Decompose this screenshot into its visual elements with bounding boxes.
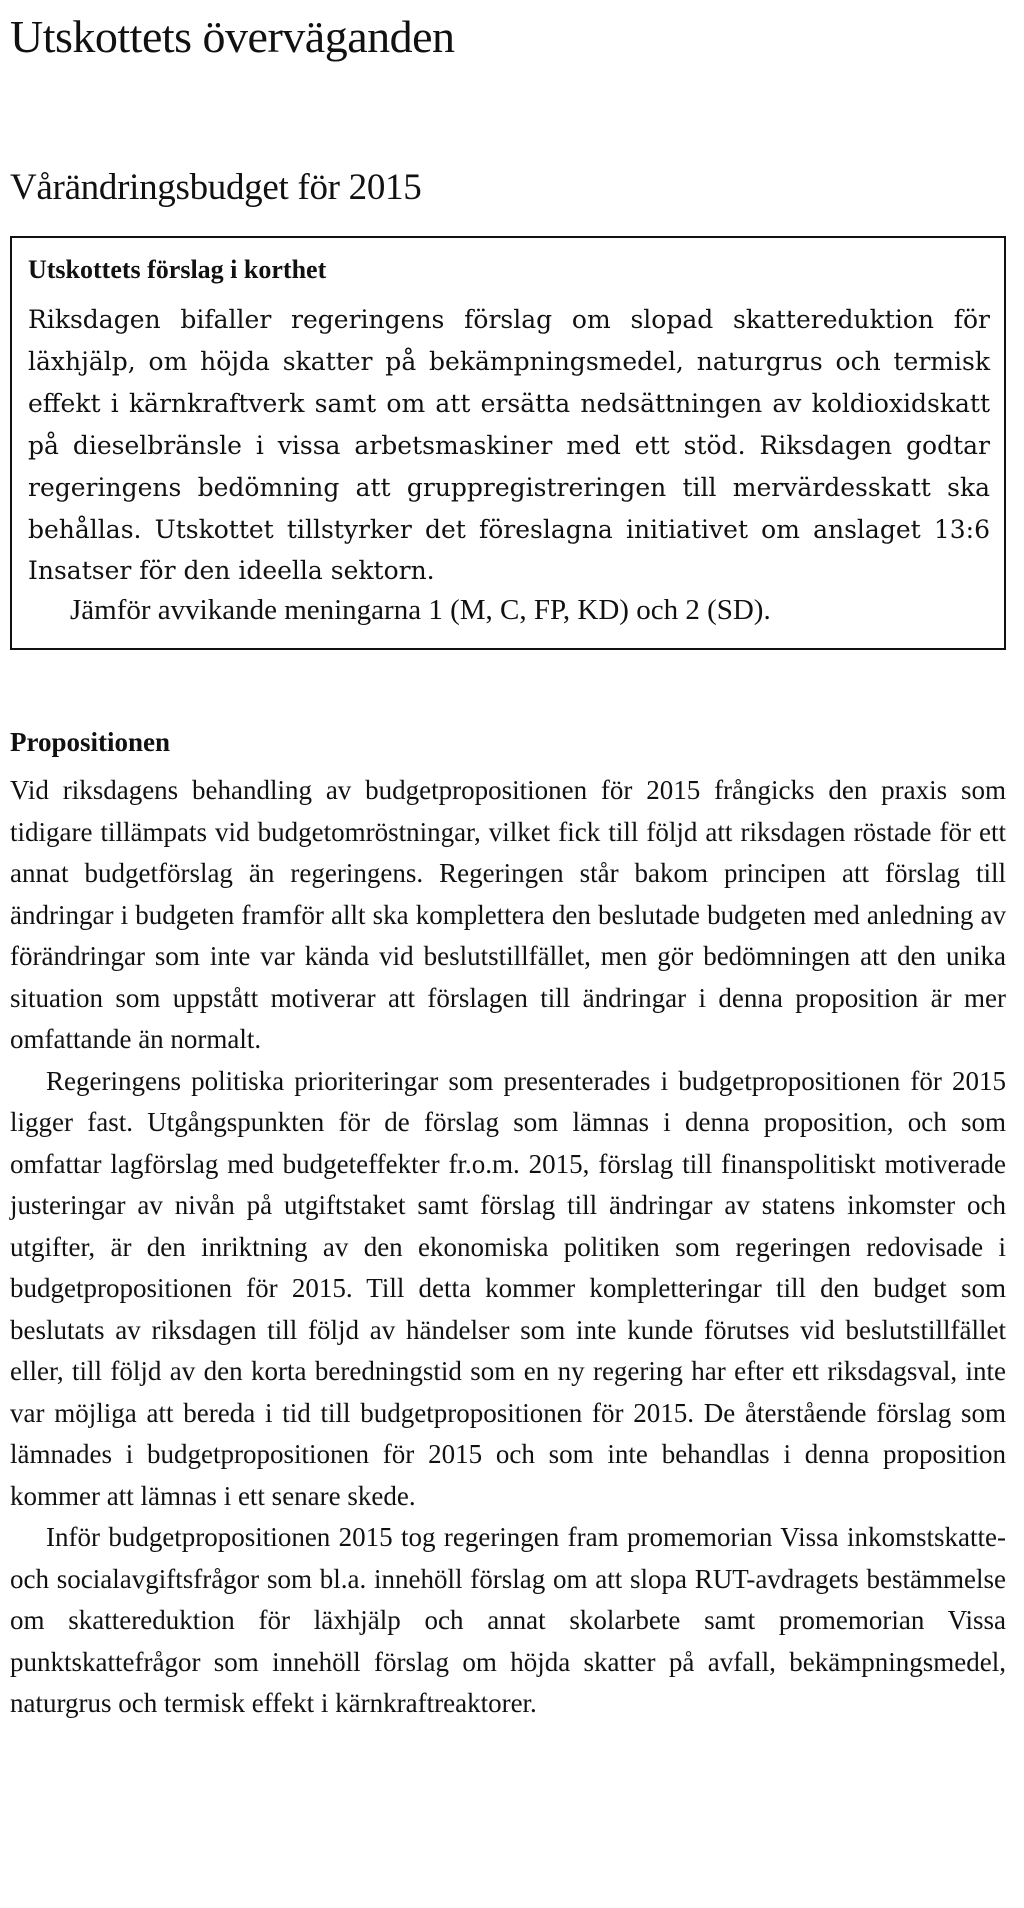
summary-box [10,236,1006,650]
paragraph: Vid riksdagens behandling av budgetpropositionen för 2015 frångicks den praxis som tidigare tillämpats vid budgetomröstningar, vilket fick till följd att riksdagen röstade för ett annat budgetförslag än regeringens. Regeringen står bakom principen att förslag till ändringar i budgeten framför allt ska komplettera den beslutade budgeten med anledning av förändringar som inte var kända vid beslutstillfället, men gör bedömningen att den unika situation som uppstått motiverar att förslagen till ändringar i denna proposition är mer omfattande än normalt. [10,775,1006,1054]
summary-text: Riksdagen bifaller regeringens förslag om slopad skattereduktion för läxhjälp, om höjda skatter på bekämpningsmedel, naturgrus och termisk effekt i kärnkraftverk samt om att ersätta nedsättningen av koldioxidskatt på dieselbränsle i vissa arbetsmaskiner med ett stöd. Riksdagen godtar regeringens bedömning att gruppregistreringen till mervärdesskatt ska behållas. Utskottet tillstyrker det föreslagna initiativet om anslaget 13:6 Insatser för den ideella sektorn. [28,305,990,586]
page-title: Utskottets överväganden [10,11,455,62]
summary-heading: Utskottets förslag i korthet [28,255,327,284]
section-heading: Propositionen [10,727,171,757]
paragraph: Regeringens politiska prioriteringar som presenterades i budgetpropositionen för 2015 ligger fast. Utgångspunkten för de förslag som lämnas i denna proposition, och som omfattar lagförslag med budgeteffekter fr.o.m. 2015, förslag till finanspolitiskt motiverade justeringar av nivån på utgiftstaket samt förslag till ändringar av statens inkomster och utgifter, är den inriktning av den ekonomiska politiken som regeringen redovisade i budgetpropositionen för 2015. Till detta kommer kompletteringar till den budget som beslutats av riksdagen till följd av händelser som inte kunde förutses vid beslutstillfället eller, till följd av den korta beredningstid som en ny regering har efter ett riksdagsval, inte var möjliga att bereda i tid till budgetpropositionen för 2015. De återstående förslag som lämnades i budgetpropositionen för 2015 och som inte behandlas i denna proposition kommer att lämnas i ett senare skede. [10,1065,1006,1511]
paragraph: Inför budgetpropositionen 2015 tog regeringen fram promemorian Vissa inkomstskatte- och socialavgiftsfrågor som bl.a. innehöll förslag om att slopa RUT-avdragets bestämmelse om skattereduktion för läxhjälp och annat skolarbete samt promemorian Vissa punktskattefrågor som innehöll förslag om höjda skatter på avfall, bekämpningsmedel, naturgrus och termisk effekt i kärnkraftreaktorer. [10,1522,1006,1718]
summary-note: Jämför avvikande meningarna 1 (M, C, FP, KD) och 2 (SD). [70,594,771,626]
page-subtitle: Vårändringsbudget för 2015 [10,167,422,208]
section-body [10,770,1006,1725]
